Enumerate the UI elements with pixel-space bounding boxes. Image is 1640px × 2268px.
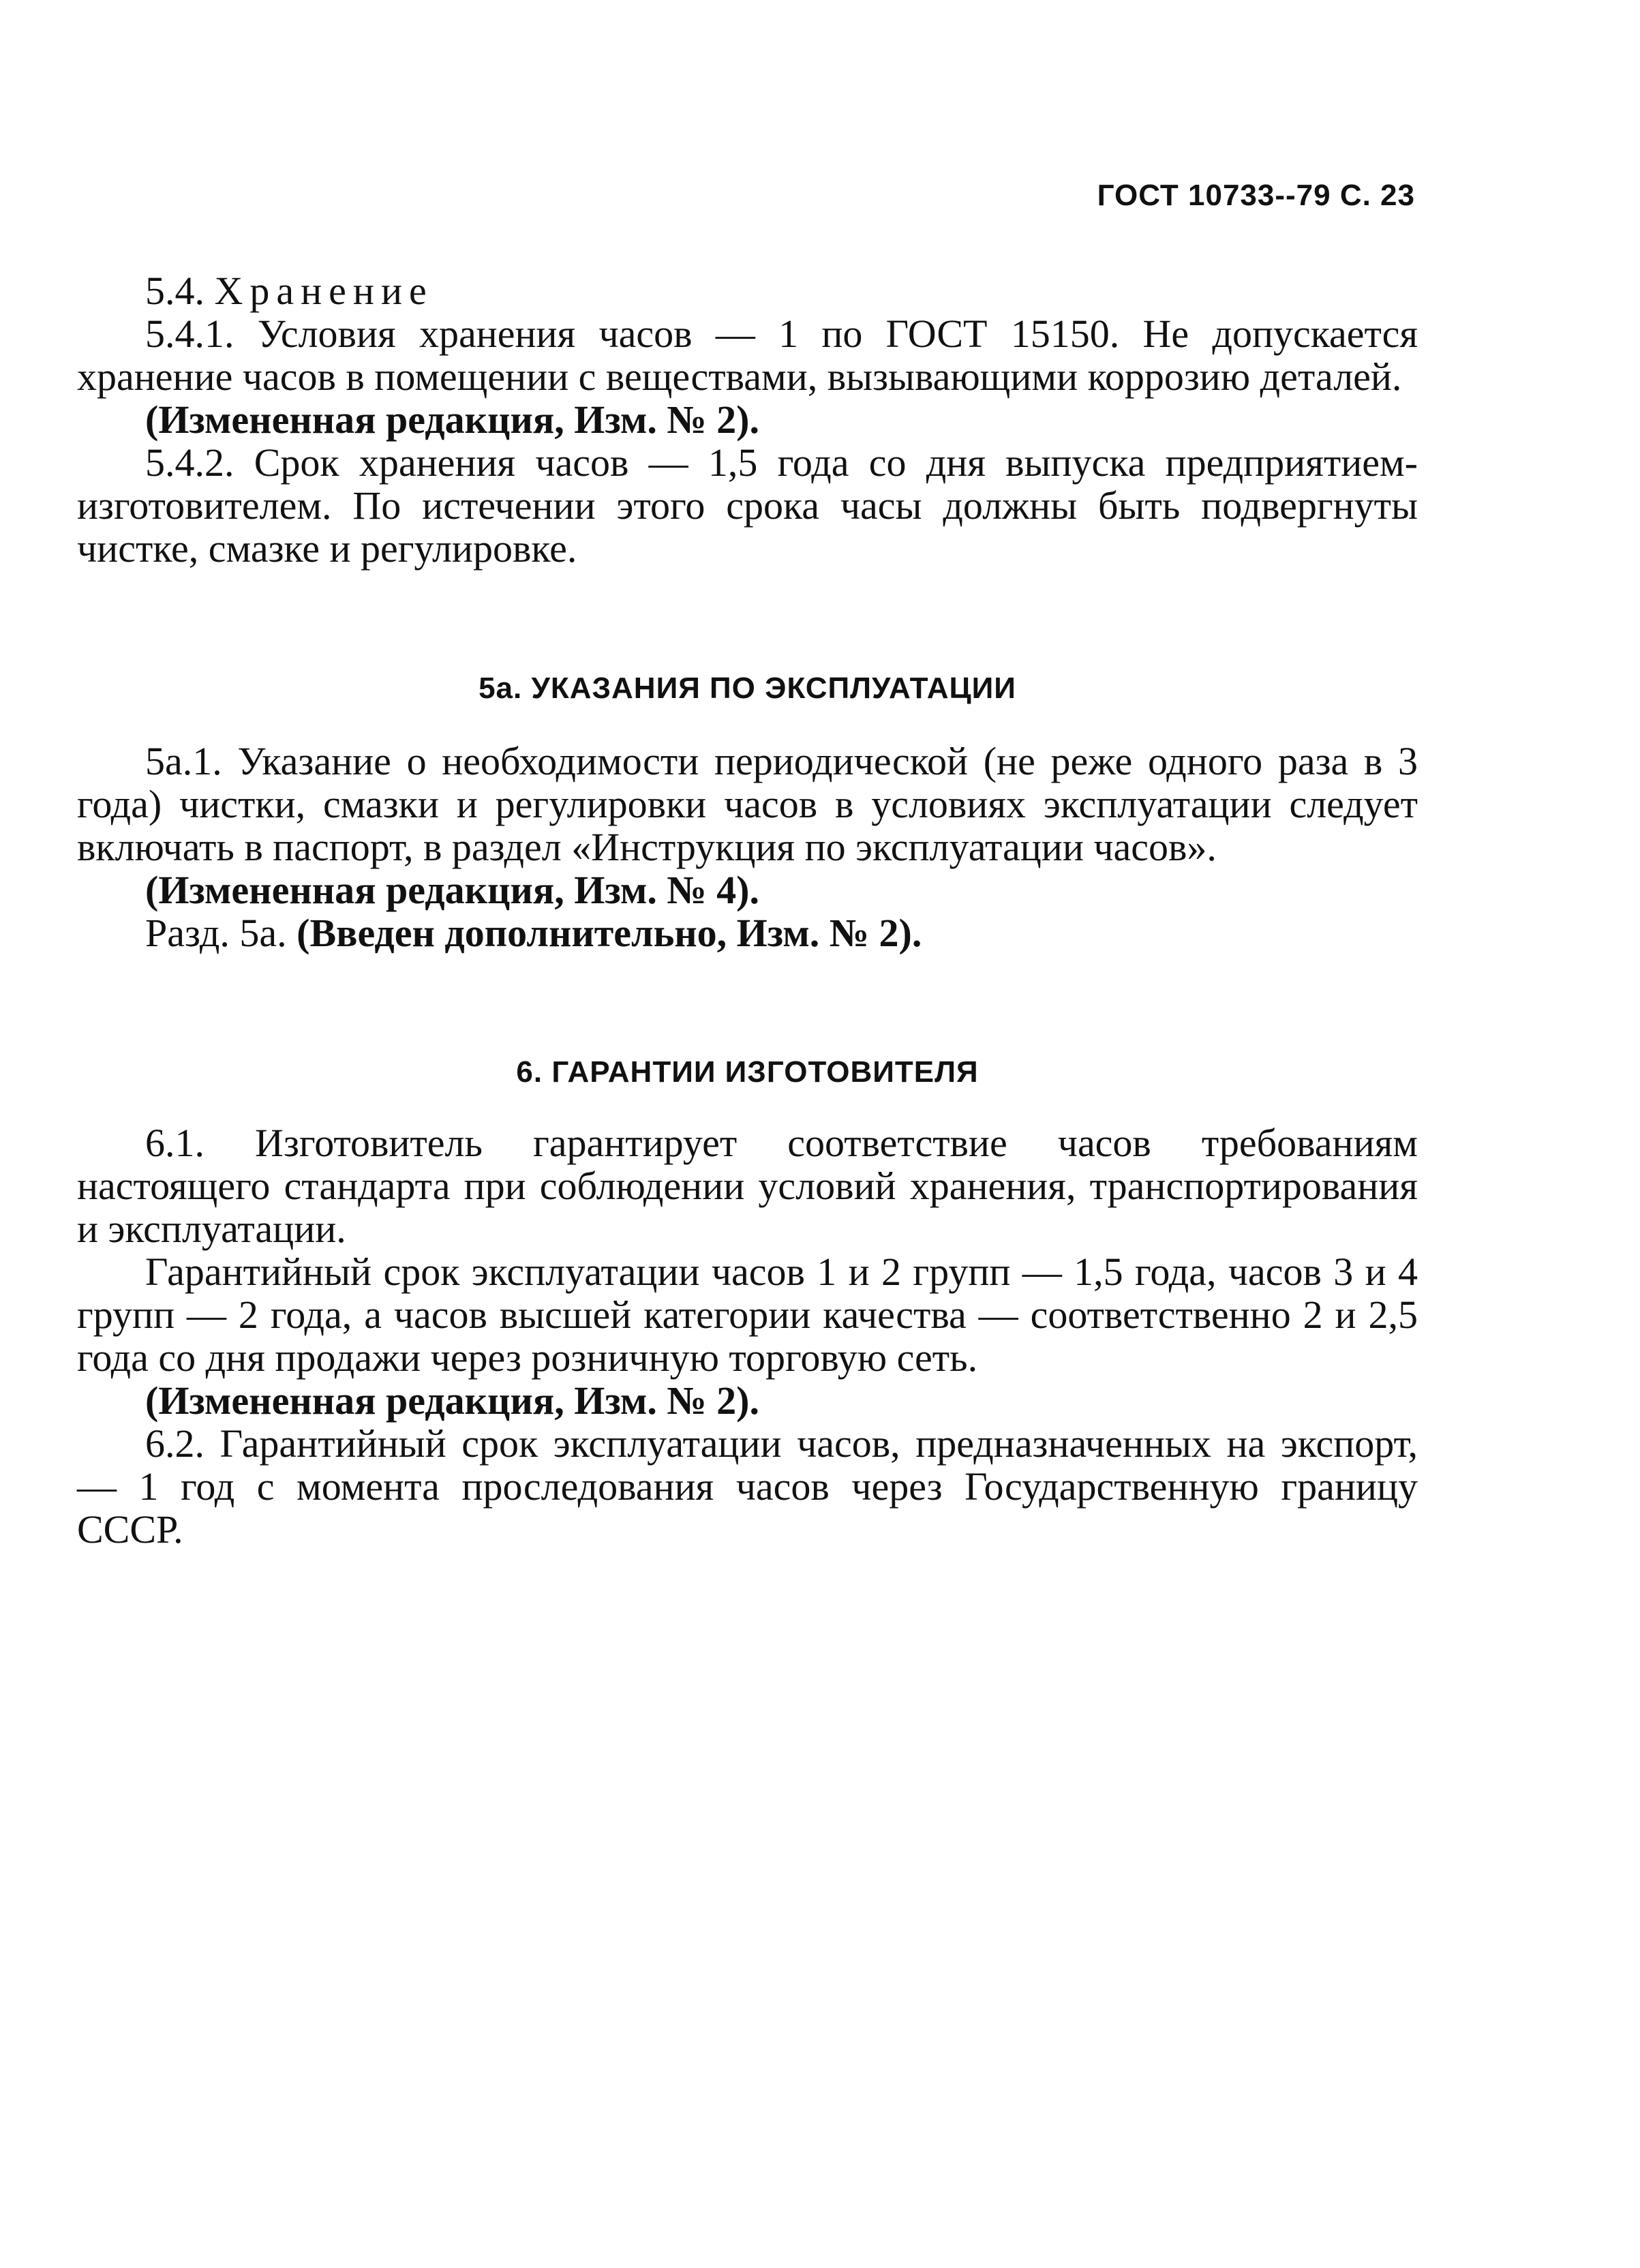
paragraph-6-2: 6.2. Гарантийный срок эксплуатации часов, предназначенных на экспорт, — 1 год с момента проследования часов через Государственную границу СССР. xyxy=(77,1421,1418,1552)
revision-note-5a-1: (Измененная редакция, Изм. № 4). xyxy=(145,868,759,912)
section-5-4-block xyxy=(77,269,1418,570)
page-header: ГОСТ 10733--79 С. 23 xyxy=(1097,179,1415,212)
paragraph-5-4-2: 5.4.2. Срок хранения часов — 1,5 года со дня выпуска предприятием-изготовителем. По истечении этого срока часы должны быть подвергнуты чистке, смазке и регулировке. xyxy=(77,440,1418,571)
paragraph-5-4-1: 5.4.1. Условия хранения часов — 1 по ГОСТ 15150. Не допускается хранение часов в помещении с веществами, вызывающими коррозию деталей. xyxy=(77,312,1418,399)
section-5-4-title xyxy=(77,269,1418,312)
section-5-4-title-word: Хранение xyxy=(214,269,434,313)
revision-note-6-1: (Измененная редакция, Изм. № 2). xyxy=(145,1378,759,1423)
section-5a-intro-bold: (Введен дополнительно, Изм. № 2). xyxy=(297,911,922,955)
section-5a-intro-note xyxy=(77,911,1418,954)
section-5a-intro-prefix: Разд. 5а. xyxy=(145,911,297,955)
section-5-4-number: 5.4. xyxy=(145,269,204,313)
revision-note-5-4-1: (Измененная редакция, Изм. № 2). xyxy=(145,397,759,442)
paragraph-5a-1: 5а.1. Указание о необходимости периодической (не реже одного раза в 3 года) чистки, смазки и регулировки часов в условиях эксплуатации следует включать в паспорт, в раздел «Инструкция по эксплуатации часов». xyxy=(77,739,1418,869)
section-6-block xyxy=(77,1121,1418,1551)
section-5a-block xyxy=(77,740,1418,954)
section-5a-heading: 5а. УКАЗАНИЯ ПО ЭКСПЛУАТАЦИИ xyxy=(479,671,1016,705)
section-6-heading: 6. ГАРАНТИИ ИЗГОТОВИТЕЛЯ xyxy=(516,1055,979,1089)
paragraph-6-1: 6.1. Изготовитель гарантирует соответствие часов требованиям настоящего стандарта при соблюдении условий хранения, транспортирования и эксплуатации. xyxy=(77,1121,1418,1251)
paragraph-warranty-period: Гарантийный срок эксплуатации часов 1 и 2 групп — 1,5 года, часов 3 и 4 групп — 2 года, а часов высшей категории качества — соответственно 2 и 2,5 года со дня продажи через розничную торговую сеть. xyxy=(77,1250,1418,1380)
